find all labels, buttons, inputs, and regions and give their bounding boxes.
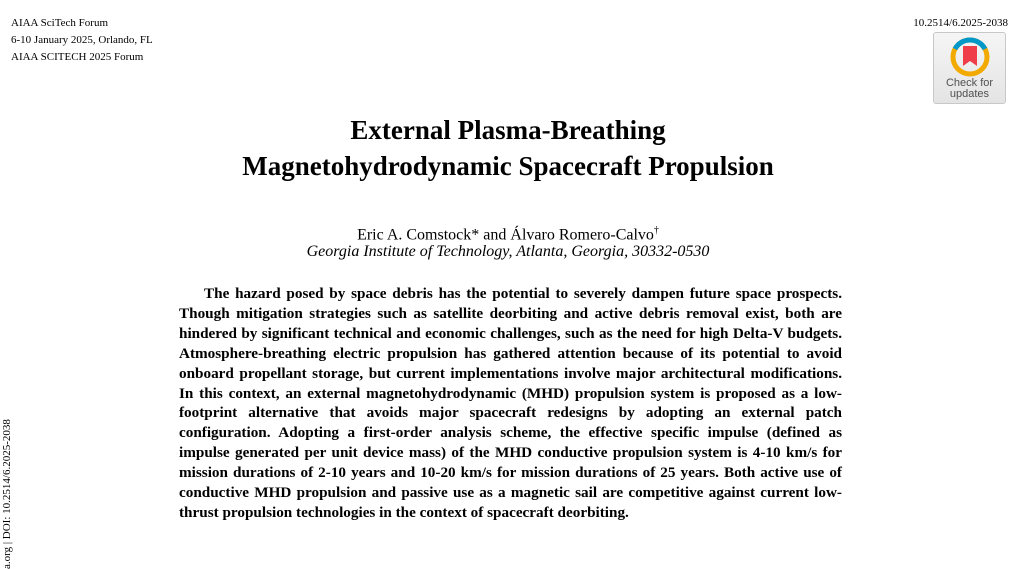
doi-link[interactable]: 10.2514/6.2025-2038	[913, 17, 1008, 29]
author-conjunction: and	[479, 226, 511, 244]
conference-dates: 6-10 January 2025, Orlando, FL	[11, 34, 153, 46]
check-for-updates-button[interactable]	[933, 32, 1006, 104]
author-footnote-mark: *	[471, 226, 480, 244]
side-doi-strip: a.org | DOI: 10.2514/6.2025-2038	[1, 419, 13, 569]
crossmark-icon	[950, 37, 990, 77]
author-name: Eric A. Comstock	[357, 226, 472, 244]
badge-label: Check for updates	[945, 77, 994, 100]
paper-title	[0, 112, 1016, 184]
affiliation: Georgia Institute of Technology, Atlanta, Georgia, 30332-0530	[306, 243, 710, 260]
abstract: The hazard posed by space debris has the potential to severely dampen future space prospects. Though mitigation strategies such as satellite deorbiting and active debris removal exist, both are hindered by significant technical and economic challenges, such as the need for high Delta-V budgets. Atmosphere-breathing electric propulsion has gathered attention because of its potential to avoid onboard propellant storage, but current implementations involve major architectural modifications. In this context, an external magnetohydrodynamic (MHD) propulsion system is proposed as a low-footprint alternative that avoids major spacecraft redesigns by adopting an external patch configuration. Adopting a first-order analysis scheme, the effective specific impulse (defined as impulse generated per unit device mass) of the MHD conductive propulsion system is 4-10 km/s for mission durations of 2-10 years and 10-20 km/s for mission durations of 25 years. Both active use of conductive MHD propulsion and passive use as a magnetic sail are competitive against current low-thrust propulsion technologies in the context of spacecraft deorbiting.	[179, 285, 842, 521]
title-line-2: Magnetohydrodynamic Spacecraft Propulsion	[242, 151, 774, 181]
title-line-1: External Plasma-Breathing	[350, 115, 666, 145]
forum-name: AIAA SCITECH 2025 Forum	[11, 51, 144, 63]
author-footnote-mark: †	[653, 225, 659, 236]
conference-name: AIAA SciTech Forum	[11, 17, 108, 29]
author-name: Álvaro Romero-Calvo	[510, 226, 654, 244]
conference-info	[11, 15, 153, 66]
